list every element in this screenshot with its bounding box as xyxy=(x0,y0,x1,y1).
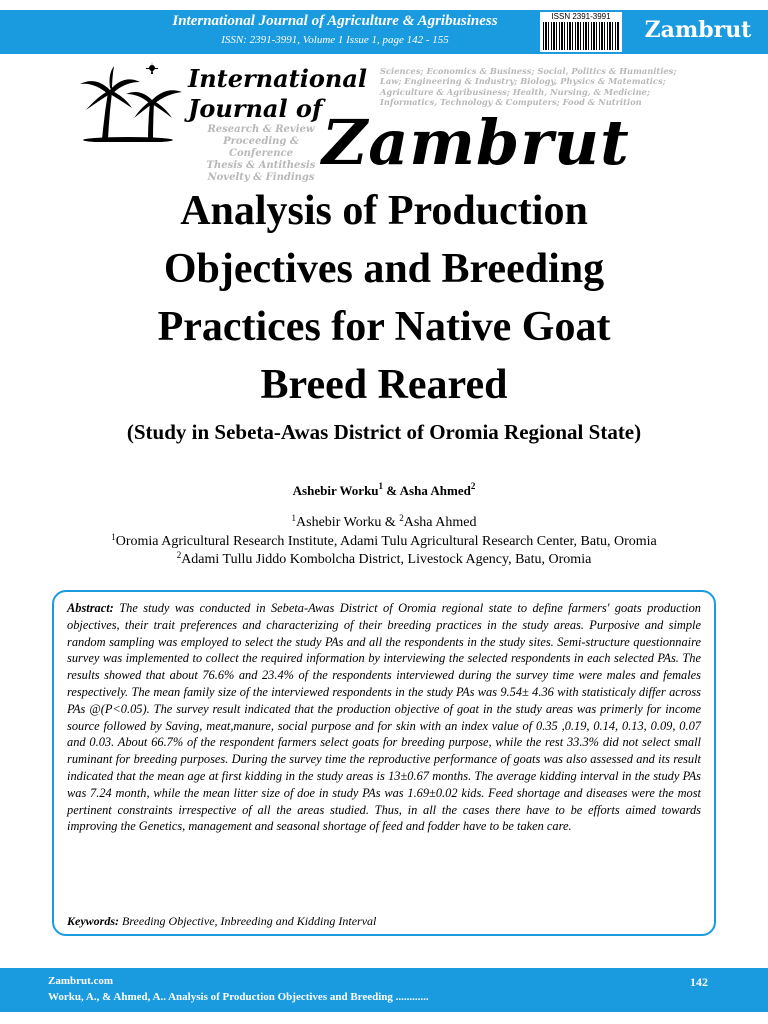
logo-subject-line: Informatics, Technology & Computers; Food & Nutrition xyxy=(380,97,642,108)
affil-mark: 2 xyxy=(399,513,404,523)
logo-word-journal-of: Journal of xyxy=(188,94,323,123)
footer-citation: Worku, A., & Ahmed, A.. Analysis of Production Objectives and Breeding ............ xyxy=(48,991,429,1003)
article-title xyxy=(60,182,708,414)
logo-tagline-line: Research & Review xyxy=(207,124,315,135)
page-number: 142 xyxy=(690,975,708,989)
affil-mark: 1 xyxy=(111,532,116,542)
logo-word-international: International xyxy=(188,64,368,93)
author-separator: & xyxy=(383,483,400,498)
logo-subject-line: Agriculture & Agribusiness; Health, Nursing, & Medicine; xyxy=(380,86,650,97)
abstract xyxy=(67,600,701,835)
affiliation-2 xyxy=(0,552,768,568)
logo-subject-line: Sciences; Economics & Business; Social, Politics & Humanities; xyxy=(380,66,677,76)
abstract-label: Abstract: xyxy=(67,601,114,615)
author-name: Ashebir Worku xyxy=(292,483,379,498)
barcode-bars xyxy=(543,22,619,50)
keywords-text: Breeding Objective, Inbreeding and Kidding Interval xyxy=(122,914,377,928)
author-affil-mark: 1 xyxy=(378,481,384,491)
keywords-label: Keywords: xyxy=(67,914,119,928)
author-line xyxy=(0,483,768,499)
keywords xyxy=(67,914,701,929)
affil-text: Asha Ahmed xyxy=(403,515,477,530)
title-line: Analysis of Production xyxy=(180,188,588,234)
page-footer xyxy=(0,968,768,1012)
issn-line: ISSN: 2391-3991, Volume 1 Issue 1, page 142 - 155 xyxy=(221,34,449,46)
logo-tagline-line: Thesis & Antithesis xyxy=(206,160,316,171)
author-affil-mark: 2 xyxy=(470,481,476,491)
affil-text: Ashebir Worku & xyxy=(296,515,400,530)
affil-mark: 2 xyxy=(176,550,182,560)
logo-tagline xyxy=(196,124,326,184)
barcode-icon xyxy=(540,12,622,52)
abstract-box xyxy=(52,590,716,936)
title-line: Breed Reared xyxy=(260,362,508,408)
journal-logo xyxy=(78,62,690,183)
title-line: Objectives and Breeding xyxy=(163,246,605,292)
affil-text: Oromia Agricultural Research Institute, Adami Tulu Agricultural Research Center, Batu, Oromia xyxy=(115,534,657,549)
abstract-body: The study was conducted in Sebeta-Awas District of Oromia regional state to define farmers' goats production objectives, their trait preferences and characterizing of their breeding practices in the study areas. Purposive and simple random sampling was employed to select the study PAs and all the respondents in the study sites. Semi-structure questionnaire survey was implemented to collect the required information by interviewing the selected respondents in each selected PAs. The results showed that about 76.6% and 23.4% of the respondents interviewed during the survey time were males and females respectively. The mean family size of the interviewed respondents in the study PAs was 9.54± 4.36 with statisticaly differ across PAs @(P<0.05). The survey result indicated that the production objective of goat in the study areas was primerly for income source followed by Saving, meat,manure, social purpose and for skin with an index value of 0.35 ,0.19, 0.14, 0.13, 0.09, 0.07 and 0.03. About 66.7% of the respondent farmers select goats for breeding purpose, while the rest 33.3% did not select small ruminant for breeding purposes. During the survey time the reproductive performance of goats was also assessed and its result indicated that the mean age at first kidding in the study areas is 13±0.67 months. The average kidding interval in the study PAs was 7.24 month, while the mean litter size of doe in study PAs was 1.69±0.02 kids. Feed shortage and diseases were the most pertinent constraints irrespective of all the areas studied. Thus, in all the cases there have to be efforts aimed towards improving the Genetics, management and seasonal shortage of feed and fodder have to be taken care. xyxy=(67,601,701,834)
affiliation-authors xyxy=(0,515,768,531)
barcode-label: ISSN 2391-3991 xyxy=(551,12,611,21)
logo-subjects xyxy=(380,66,690,108)
logo-tagline-line: Novelty & Findings xyxy=(207,172,315,183)
title-line: Practices for Native Goat xyxy=(157,304,611,350)
affil-text: Adami Tullu Jiddo Kombolcha District, Livestock Agency, Batu, Oromia xyxy=(181,552,592,567)
logo-wordmark: Zambrut xyxy=(322,106,630,179)
journal-header-bar xyxy=(0,10,768,54)
footer-site: Zambrut.com xyxy=(48,975,114,987)
author-name: Asha Ahmed xyxy=(399,483,471,498)
logo-subject-line: Law; Engineering & Industry; Biology, Physics & Matematics; xyxy=(380,76,666,87)
article-subtitle: (Study in Sebeta-Awas District of Oromia Regional State) xyxy=(126,420,642,444)
affil-mark: 1 xyxy=(291,513,297,523)
logo-tagline-line: Proceeding & Conference xyxy=(223,136,299,159)
brand-name: Zambrut xyxy=(644,17,752,43)
journal-name: International Journal of Agriculture & Agribusiness xyxy=(172,13,498,29)
palm-tree-icon xyxy=(78,62,188,142)
affiliation-1 xyxy=(0,534,768,550)
